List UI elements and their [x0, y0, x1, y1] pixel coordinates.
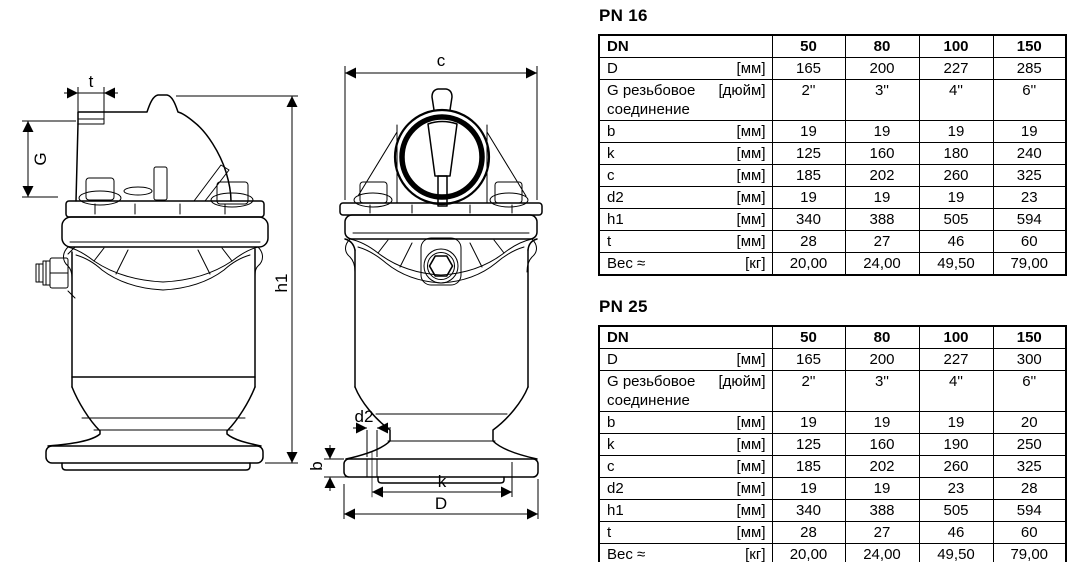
value-cell: 190: [919, 434, 993, 456]
value-cell: 19: [772, 478, 845, 500]
value-cell: 160: [845, 434, 919, 456]
side-view-outline: [46, 95, 268, 470]
value-cell: 46: [919, 231, 993, 253]
value-cell: 4'': [919, 80, 993, 121]
table-row: [599, 500, 1066, 522]
value-cell: 79,00: [993, 544, 1066, 562]
value-cell: 49,50: [919, 544, 993, 562]
unit-label: [кг]: [745, 546, 766, 562]
value-cell: 24,00: [845, 544, 919, 562]
value-cell: 6'': [993, 371, 1066, 412]
value-cell: 505: [919, 209, 993, 231]
value-cell: 202: [845, 165, 919, 187]
value-cell: 388: [845, 209, 919, 231]
side-view-dimensions: [22, 87, 298, 463]
dim-label-k: k: [437, 472, 447, 491]
header-dn-value: 80: [845, 35, 919, 58]
param-cell: h1 [мм]: [599, 209, 772, 231]
value-cell: 165: [772, 58, 845, 80]
unit-label: [мм]: [736, 123, 766, 140]
value-cell: 27: [845, 522, 919, 544]
table-title-pn16: PN 16: [599, 6, 648, 25]
value-cell: 2'': [772, 80, 845, 121]
value-cell: 250: [993, 434, 1066, 456]
param-cell: Вес ≈ [кг]: [599, 253, 772, 276]
unit-label: [мм]: [736, 436, 766, 453]
value-cell: 28: [993, 478, 1066, 500]
param-cell: h1 [мм]: [599, 500, 772, 522]
table-row: [599, 349, 1066, 371]
value-cell: 165: [772, 349, 845, 371]
value-cell: 594: [993, 209, 1066, 231]
param-cell: G резьбовое соединение [дюйм]: [599, 371, 772, 412]
value-cell: 125: [772, 434, 845, 456]
header-param-dn: DN: [599, 35, 772, 58]
unit-label: [дюйм]: [718, 82, 766, 99]
unit-label: [мм]: [736, 351, 766, 368]
value-cell: 240: [993, 143, 1066, 165]
valve-side-view-drawing: [0, 0, 310, 562]
unit-label: [мм]: [736, 502, 766, 519]
table-section-pn16: [598, 6, 1065, 276]
param-cell: d2 [мм]: [599, 478, 772, 500]
dim-label-h1: h1: [272, 273, 291, 293]
dim-label-b: b: [307, 461, 326, 471]
value-cell: 260: [919, 456, 993, 478]
value-cell: 125: [772, 143, 845, 165]
value-cell: 227: [919, 349, 993, 371]
header-row: [599, 326, 1066, 349]
header-dn-value: 100: [919, 35, 993, 58]
dim-label-c: c: [436, 51, 446, 70]
param-cell: d2 [мм]: [599, 187, 772, 209]
unit-label: [мм]: [736, 414, 766, 431]
table-row: [599, 209, 1066, 231]
table-row: [599, 165, 1066, 187]
header-dn-value: 100: [919, 326, 993, 349]
dim-label-t: t: [88, 72, 94, 91]
value-cell: 160: [845, 143, 919, 165]
param-cell: b [мм]: [599, 412, 772, 434]
table-row: [599, 187, 1066, 209]
unit-label: [мм]: [736, 480, 766, 497]
header-param-dn: DN: [599, 326, 772, 349]
unit-label: [дюйм]: [718, 373, 766, 390]
value-cell: 19: [772, 187, 845, 209]
value-cell: 19: [845, 121, 919, 143]
value-cell: 20,00: [772, 544, 845, 562]
unit-label: [мм]: [736, 145, 766, 162]
value-cell: 19: [845, 187, 919, 209]
unit-label: [мм]: [736, 211, 766, 228]
param-cell: k [мм]: [599, 143, 772, 165]
value-cell: 28: [772, 231, 845, 253]
header-dn-value: 150: [993, 326, 1066, 349]
header-dn-value: 50: [772, 326, 845, 349]
spec-tables: [598, 6, 1065, 562]
value-cell: 3'': [845, 371, 919, 412]
table-row: [599, 121, 1066, 143]
param-cell: t [мм]: [599, 231, 772, 253]
value-cell: 23: [993, 187, 1066, 209]
value-cell: 20,00: [772, 253, 845, 276]
value-cell: 6'': [993, 80, 1066, 121]
value-cell: 2'': [772, 371, 845, 412]
value-cell: 19: [845, 478, 919, 500]
unit-label: [мм]: [736, 458, 766, 475]
param-cell: b [мм]: [599, 121, 772, 143]
value-cell: 227: [919, 58, 993, 80]
header-row: [599, 35, 1066, 58]
unit-label: [кг]: [745, 255, 766, 272]
table-row: [599, 522, 1066, 544]
value-cell: 19: [772, 412, 845, 434]
table-row: [599, 80, 1066, 121]
unit-label: [мм]: [736, 189, 766, 206]
table-row: [599, 544, 1066, 562]
value-cell: 325: [993, 165, 1066, 187]
table-row: [599, 478, 1066, 500]
param-cell: Вес ≈ [кг]: [599, 544, 772, 562]
value-cell: 388: [845, 500, 919, 522]
value-cell: 200: [845, 349, 919, 371]
side-view-details: [36, 112, 263, 430]
header-dn-value: 150: [993, 35, 1066, 58]
value-cell: 60: [993, 522, 1066, 544]
unit-label: [мм]: [736, 167, 766, 184]
dim-label-D: D: [434, 494, 448, 513]
value-cell: 325: [993, 456, 1066, 478]
value-cell: 19: [845, 412, 919, 434]
value-cell: 3'': [845, 80, 919, 121]
value-cell: 19: [993, 121, 1066, 143]
table-row: [599, 456, 1066, 478]
unit-label: [мм]: [736, 60, 766, 77]
dim-label-d2: d2: [354, 407, 374, 426]
valve-front-view-drawing: [300, 0, 600, 562]
table-title-pn25: PN 25: [599, 297, 648, 316]
value-cell: 60: [993, 231, 1066, 253]
value-cell: 19: [919, 412, 993, 434]
value-cell: 300: [993, 349, 1066, 371]
dim-label-G: G: [31, 152, 50, 166]
param-cell: c [мм]: [599, 165, 772, 187]
value-cell: 185: [772, 456, 845, 478]
unit-label: [мм]: [736, 524, 766, 541]
value-cell: 27: [845, 231, 919, 253]
param-cell: c [мм]: [599, 456, 772, 478]
value-cell: 49,50: [919, 253, 993, 276]
table-row: [599, 412, 1066, 434]
value-cell: 79,00: [993, 253, 1066, 276]
table-row: [599, 58, 1066, 80]
table-row: [599, 253, 1066, 276]
value-cell: 340: [772, 209, 845, 231]
pn25-dimension-table: [598, 325, 1067, 562]
value-cell: 28: [772, 522, 845, 544]
value-cell: 260: [919, 165, 993, 187]
value-cell: 594: [993, 500, 1066, 522]
value-cell: 4'': [919, 371, 993, 412]
value-cell: 285: [993, 58, 1066, 80]
param-cell: t [мм]: [599, 522, 772, 544]
value-cell: 24,00: [845, 253, 919, 276]
value-cell: 19: [919, 121, 993, 143]
table-row: [599, 434, 1066, 456]
value-cell: 200: [845, 58, 919, 80]
table-row: [599, 371, 1066, 412]
param-cell: D [мм]: [599, 58, 772, 80]
unit-label: [мм]: [736, 233, 766, 250]
value-cell: 19: [919, 187, 993, 209]
value-cell: 23: [919, 478, 993, 500]
value-cell: 20: [993, 412, 1066, 434]
value-cell: 185: [772, 165, 845, 187]
pn16-dimension-table: [598, 34, 1067, 276]
value-cell: 19: [772, 121, 845, 143]
value-cell: 340: [772, 500, 845, 522]
value-cell: 46: [919, 522, 993, 544]
table-row: [599, 231, 1066, 253]
param-cell: G резьбовое соединение [дюйм]: [599, 80, 772, 121]
value-cell: 180: [919, 143, 993, 165]
front-view-details: [346, 125, 537, 497]
table-row: [599, 143, 1066, 165]
value-cell: 505: [919, 500, 993, 522]
param-cell: k [мм]: [599, 434, 772, 456]
param-cell: D [мм]: [599, 349, 772, 371]
header-dn-value: 80: [845, 326, 919, 349]
table-section-pn25: [598, 297, 1065, 562]
header-dn-value: 50: [772, 35, 845, 58]
value-cell: 202: [845, 456, 919, 478]
front-view-dimensions: [324, 66, 538, 519]
